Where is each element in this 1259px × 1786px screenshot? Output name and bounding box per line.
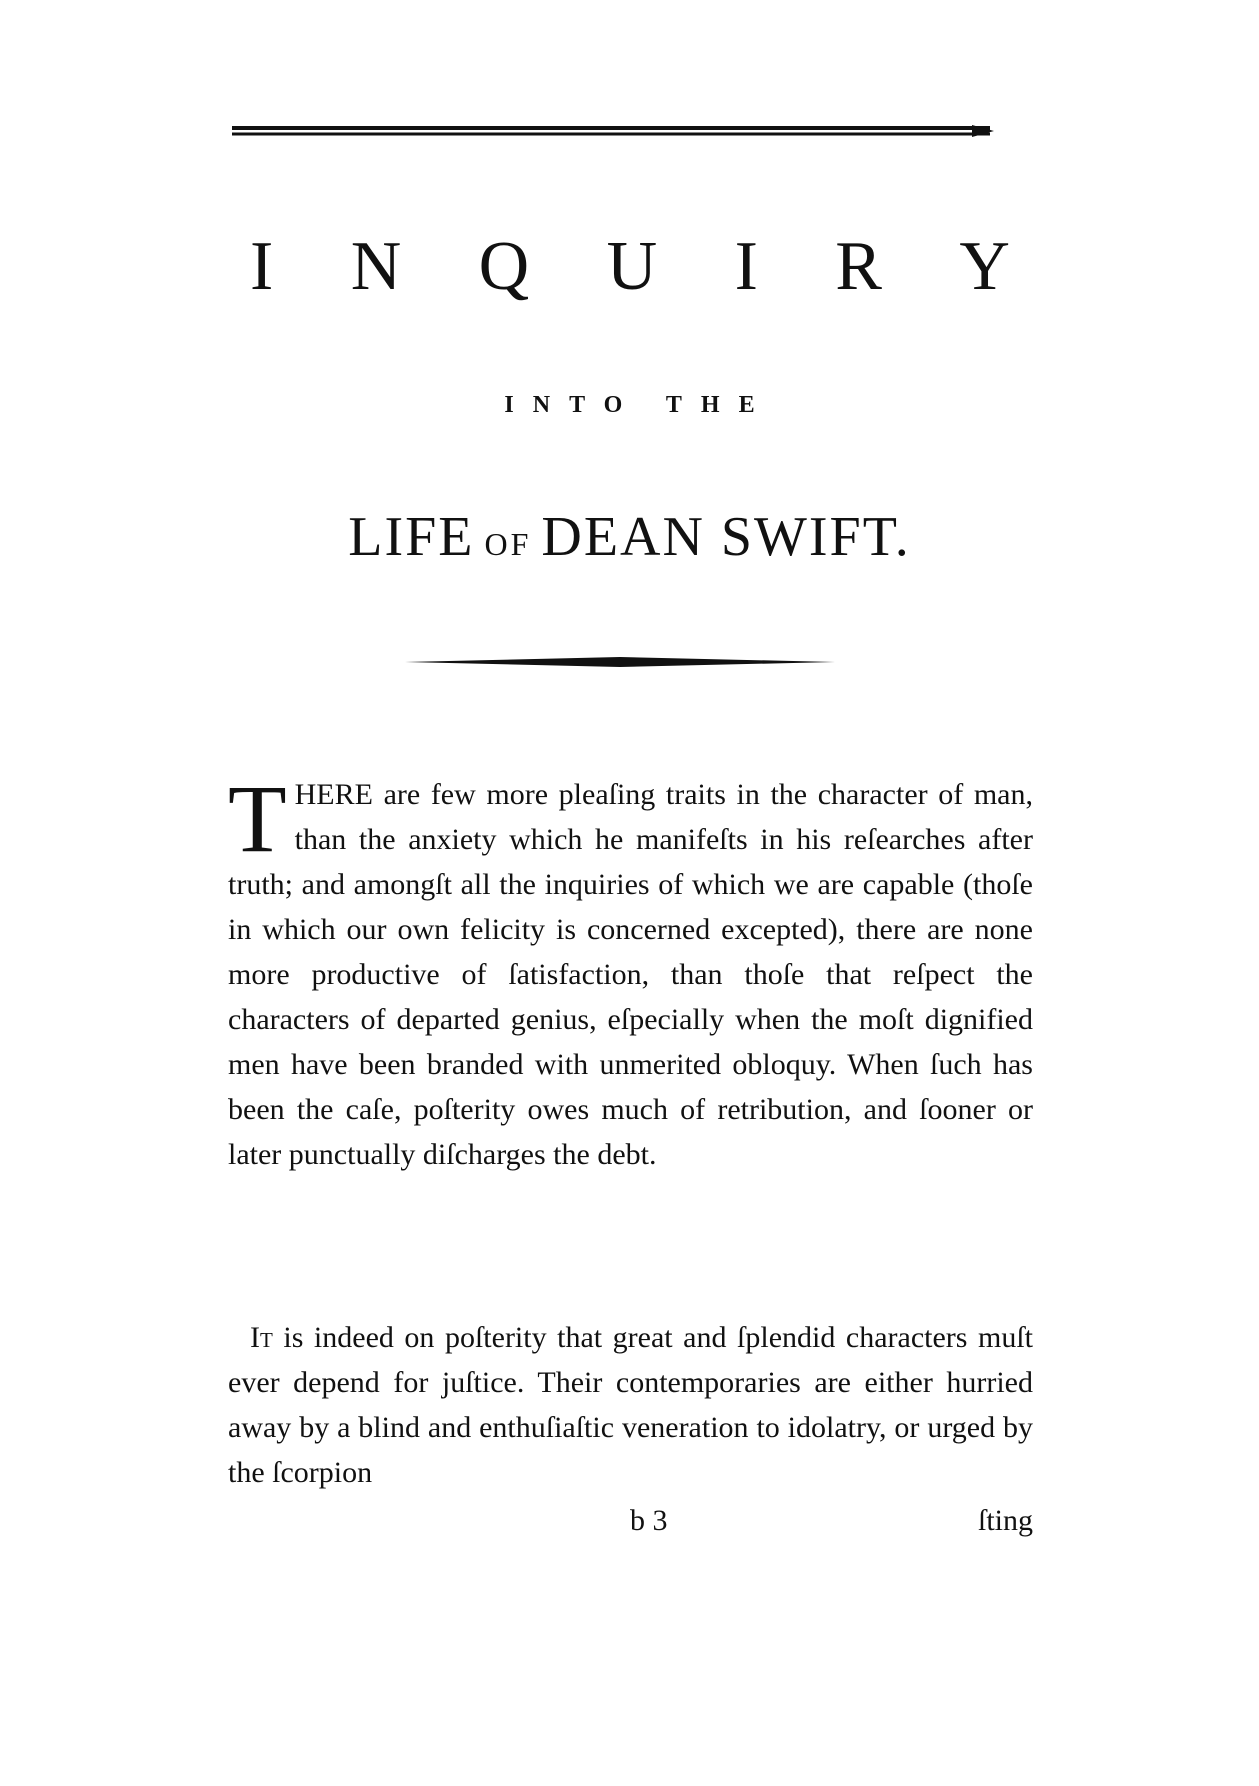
paragraph-1-text: are few more pleaſing traits in the character of man, than the anxiety which he manifeſts in his reſearches after truth; and amongſt all the inquiries of which we are capable (thoſe in which our own felicity is concerned excepted), there are none more productive of ſatisfaction, than thoſe that reſpect the characters of departed genius, eſpecially when the moſt dignified men have been branded with unmerited obloquy. When ſuch has been the caſe, poſterity owes much of retribution, and ſooner or later punctually diſcharges the debt. bbox=[228, 778, 1033, 1171]
title-letter: Q bbox=[478, 228, 530, 305]
subtitle bbox=[0, 505, 1259, 569]
subtitle-life: LIFE bbox=[348, 506, 475, 568]
title-letter: R bbox=[835, 228, 882, 305]
paragraph-1-lead: HERE bbox=[294, 778, 373, 811]
subtitle-dean-swift: DEAN SWIFT. bbox=[541, 506, 911, 568]
catchword: ſting bbox=[977, 1504, 1033, 1537]
paragraph-2-text: is indeed on poſterity that great and ſplendid characters muſt ever depend for juſtice. Their contemporaries are either hurried away by a blind and enthuſiaſtic veneration to idolatry, or urged by the ſcorpion bbox=[228, 1321, 1033, 1489]
title-letter: N bbox=[350, 228, 402, 305]
title-letter: I bbox=[250, 228, 274, 305]
paragraph-2 bbox=[228, 1315, 1033, 1495]
drop-cap: T bbox=[228, 765, 287, 872]
paragraph-2-indent bbox=[228, 1321, 250, 1354]
subtitle-of: OF bbox=[484, 526, 532, 562]
top-double-rule bbox=[232, 122, 994, 142]
title-letter: I bbox=[734, 228, 758, 305]
title-letter: U bbox=[606, 228, 658, 305]
into-the-line: INTO THE bbox=[504, 392, 774, 418]
page-title bbox=[250, 228, 1010, 305]
page-footer bbox=[228, 1504, 1033, 1544]
signature-mark: b 3 bbox=[630, 1504, 668, 1537]
title-letter: Y bbox=[959, 228, 1010, 305]
paragraph-1 bbox=[228, 765, 1033, 1177]
ornamental-rule bbox=[405, 655, 835, 669]
paragraph-2-lead: It bbox=[250, 1321, 273, 1354]
